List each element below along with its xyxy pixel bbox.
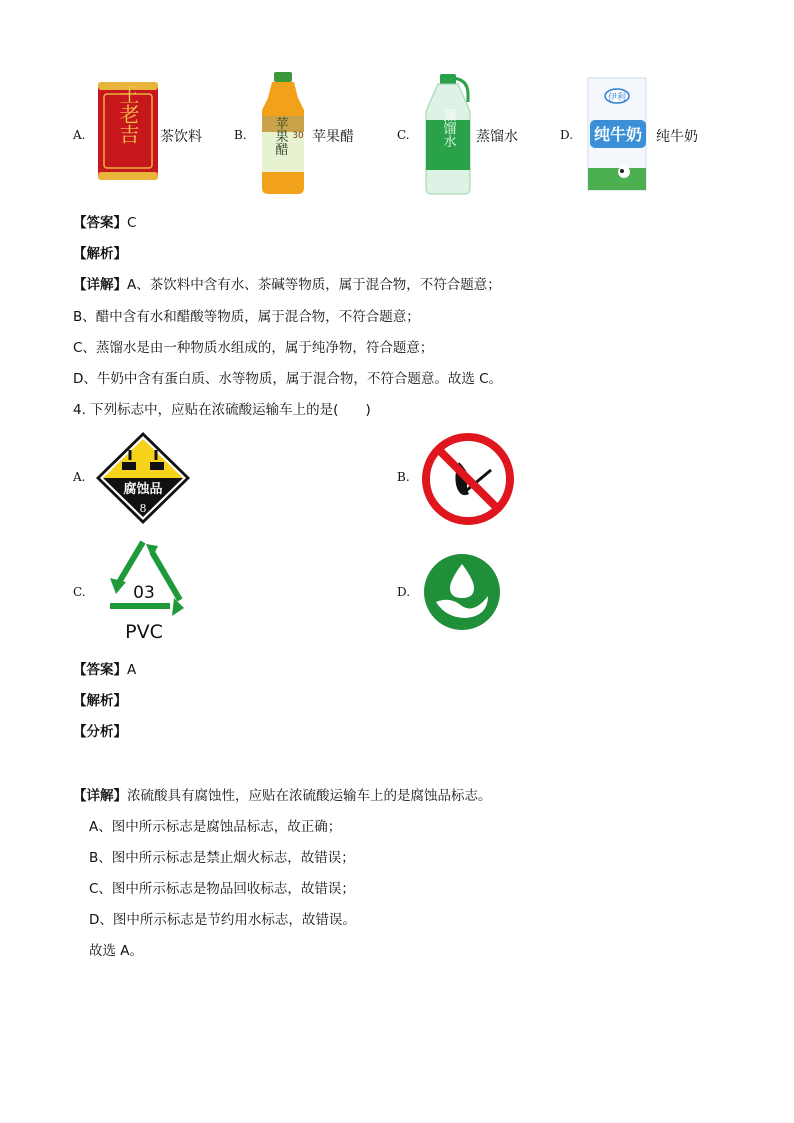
water-saving-sign-image — [422, 552, 502, 632]
q3-option-d-letter: D. — [560, 128, 574, 142]
q4-answer-tag: 【答案】 — [73, 662, 127, 678]
tea-can-text: 王老吉 — [116, 84, 140, 144]
q3-detail-line-3: C、蒸馏水是由一种物质水组成的，属于纯净物，符合题意； — [73, 340, 434, 356]
q3-option-d-label: 纯牛奶 — [656, 129, 698, 145]
corrosive-sign-num: 8 — [139, 502, 147, 515]
vinegar-bottle-text: 苹果醋 — [272, 116, 288, 156]
q4-detail-line-3: C、图中所示标志是物品回收标志，故错误； — [89, 881, 355, 897]
q4-option-a-letter: A. — [73, 470, 86, 484]
q3-option-a-label: 茶饮料 — [160, 129, 202, 145]
corrosive-sign-image — [94, 430, 192, 526]
q4-option-d-letter: D. — [397, 585, 411, 599]
q3-detail-line-1 — [73, 276, 501, 294]
q3-analysis-tag: 【解析】 — [73, 246, 127, 262]
water-bottle-image — [422, 72, 474, 196]
q4-analysis-line — [73, 692, 127, 710]
q4-detail-intro: 浓硫酸具有腐蚀性，应贴在浓硫酸运输车上的是腐蚀品标志。 — [127, 788, 492, 804]
q4-answer-value: A — [127, 662, 137, 678]
milk-box-image — [584, 76, 650, 192]
q4-detail-line-4: D、图中所示标志是节约用水标志，故错误。 — [89, 912, 356, 928]
recycle-sign-image — [96, 536, 190, 644]
q4-detail-tag: 【详解】 — [73, 788, 127, 804]
q4-analysis-tag: 【解析】 — [73, 693, 127, 709]
q3-option-a-letter: A. — [73, 128, 86, 142]
q4-detail-line-1: A、图中所示标志是腐蚀品标志，故正确； — [89, 819, 342, 835]
q4-fenxi-line — [73, 723, 127, 741]
q3-option-c-label: 蒸馏水 — [476, 129, 518, 145]
recycle-code: 03 — [133, 583, 155, 603]
q3-answer-tag: 【答案】 — [73, 215, 127, 231]
q3-option-b-label: 苹果醋 — [312, 129, 354, 145]
vinegar-bottle-num: 30 — [292, 131, 304, 141]
q3-analysis-line — [73, 245, 127, 263]
q4-option-b-letter: B. — [397, 470, 410, 484]
corrosive-sign-text: 腐蚀品 — [123, 482, 163, 497]
q3-answer-line — [73, 214, 136, 232]
q4-fenxi-tag: 【分析】 — [73, 724, 127, 740]
water-bottle-text: 蒸馏水 — [440, 108, 456, 148]
q3-detail-line-2: B、醋中含有水和醋酸等物质，属于混合物，不符合题意； — [73, 309, 420, 325]
q4-option-c-letter: C. — [73, 585, 86, 599]
tea-can-image — [96, 78, 160, 184]
q4-detail-line-intro — [73, 787, 492, 805]
recycle-label: PVC — [125, 621, 163, 643]
q3-detail-text-1: A、茶饮料中含有水、茶碱等物质，属于混合物，不符合题意； — [127, 277, 501, 293]
q4-detail-line-2: B、图中所示标志是禁止烟火标志，故错误； — [89, 850, 355, 866]
q3-detail-line-4: D、牛奶中含有蛋白质、水等物质，属于混合物，不符合题意。故选 C。 — [73, 371, 503, 387]
vinegar-bottle-image — [258, 70, 308, 196]
q4-answer-line — [73, 661, 136, 679]
q3-detail-tag: 【详解】 — [73, 277, 127, 293]
q3-answer-value: C — [127, 215, 137, 231]
q3-option-c-letter: C. — [397, 128, 410, 142]
milk-brand-text: 伊利 — [607, 93, 627, 103]
milk-box-text: 纯牛奶 — [593, 125, 643, 144]
q3-option-b-letter: B. — [234, 128, 247, 142]
q4-detail-line-5: 故选 A。 — [89, 943, 144, 959]
no-fire-sign-image — [421, 432, 515, 526]
q4-stem: 4. 下列标志中，应贴在浓硫酸运输车上的是( ) — [73, 402, 371, 418]
